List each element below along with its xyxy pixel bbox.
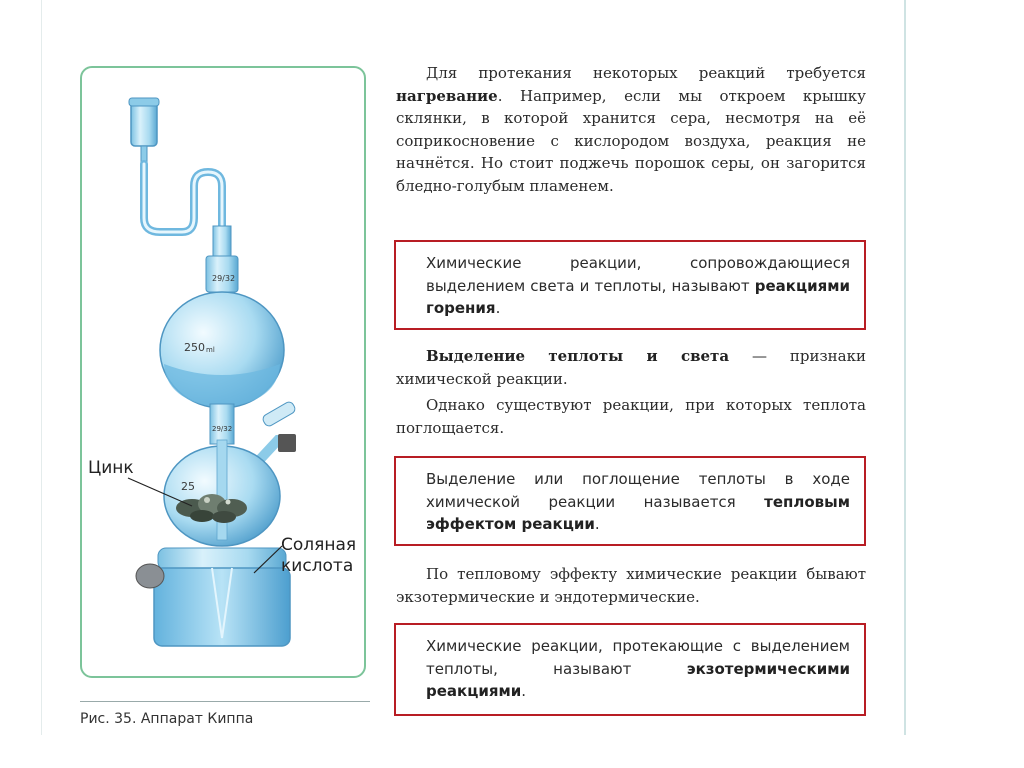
definition-combustion: Химические реакции, сопровождающиеся выделением света и теплоты, называют реакциями горения. [394,240,866,330]
safety-tube [144,164,222,232]
stopcock-cap [278,434,296,452]
svg-text:25: 25 [181,480,195,493]
joint-mark: 29/32 [212,274,236,283]
drain-plug [136,564,164,588]
figure-caption: Рис. 35. Аппарат Киппа [80,711,254,727]
definition-exothermic: Химические реакции, протекающие с выделением теплоты, называют экзотермическими реакциями. [394,623,866,716]
kipp-apparatus-illustration [82,68,366,678]
bulb-volume-mark: 250 [184,341,205,354]
paragraph-signs: Выделение теплоты и света — признаки химической реакции. [396,347,866,388]
svg-text:ml: ml [206,346,215,354]
figure-frame [80,66,366,678]
paragraph-classification: По тепловому эффекту химические реакции бывают экзотермические и эндотермические. [396,565,866,606]
paragraph-heating: Для протекания некоторых реакций требуется нагревание. Например, если мы откроем крышку склянки, в которой хранится сера, несмотря на её соприкосновение с кислородом воздуха, реакция не начнётся. Но стоит поджечь порошок серы, он загорится бледно-голубым пламенем. [396,64,866,195]
svg-text:29/32: 29/32 [212,425,233,433]
label-zinc: Цинк [88,458,134,478]
label-hydrochloric-acid: Соляная кислота [281,535,357,576]
page-bottom-strip [0,735,1024,768]
definition-heat-effect: Выделение или поглощение теплоты в ходе химической реакции называется тепловым эффектом реакции. [394,456,866,546]
funnel-cup [131,102,157,146]
stopcock [261,400,296,427]
paragraph-absorption: Однако существуют реакции, при которых теплота поглощается. [396,396,866,437]
caption-divider [80,701,370,702]
